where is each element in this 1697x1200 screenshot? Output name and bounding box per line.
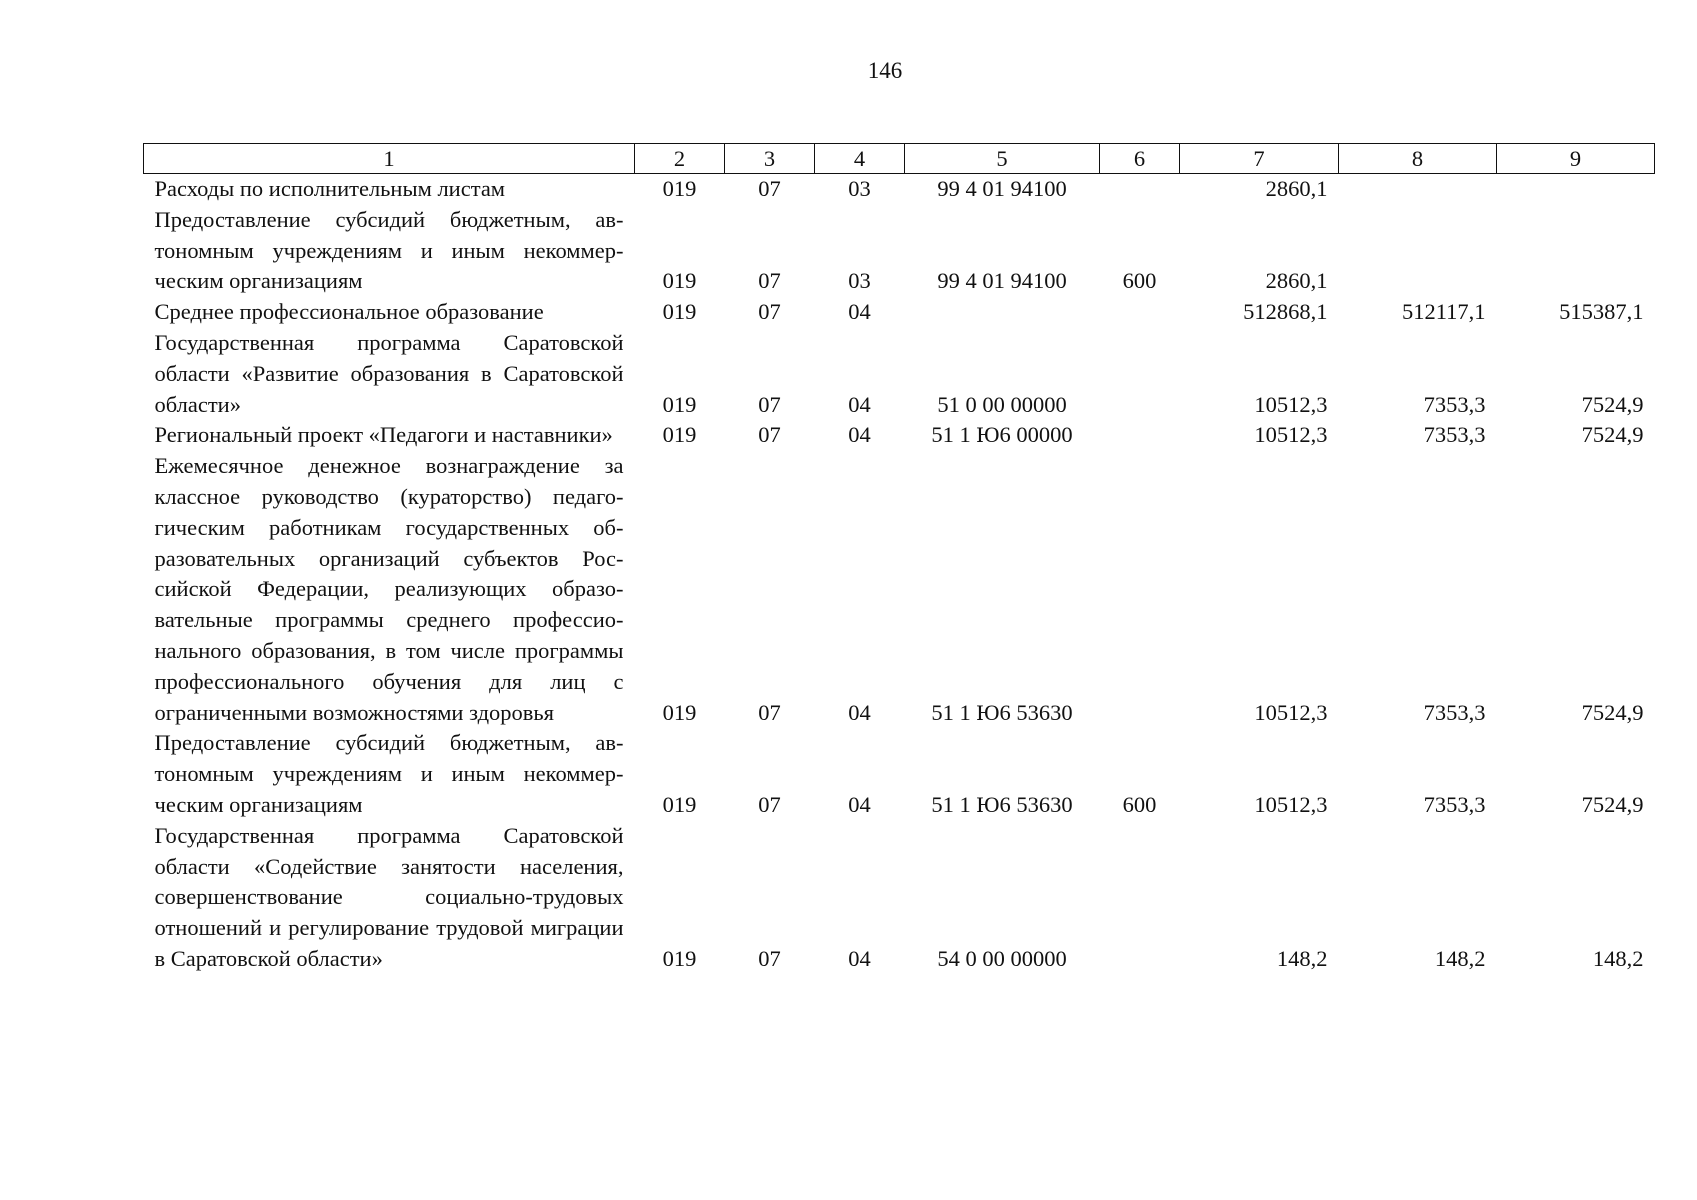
amount-col-8: 7353,3 xyxy=(1423,699,1486,725)
amount-col-7: 2860,1 xyxy=(1265,268,1328,294)
section-code: 07 xyxy=(758,699,781,725)
target-article-code: 51 0 00 00000 xyxy=(937,391,1067,417)
target-article-code: 51 1 Ю6 53630 xyxy=(931,699,1073,725)
target-article-code: 99 4 01 94100 xyxy=(937,268,1067,294)
expense-type-code xyxy=(1100,451,1180,728)
header-col-2: 2 xyxy=(635,144,725,174)
header-col-9: 9 xyxy=(1497,144,1655,174)
header-col-1: 1 xyxy=(144,144,635,174)
amount-col-9: 7524,9 xyxy=(1581,699,1644,725)
amount-col-7: 2860,1 xyxy=(1265,176,1328,201)
target-article-code: 99 4 01 94100 xyxy=(937,176,1067,201)
subsection-code: 03 xyxy=(848,176,871,201)
subsection-code: 04 xyxy=(848,299,871,325)
amount-col-9: 7524,9 xyxy=(1581,422,1644,448)
expense-type-code xyxy=(1100,821,1180,975)
expense-type-code xyxy=(1100,297,1180,328)
header-col-4: 4 xyxy=(815,144,905,174)
amount-col-8: 148,2 xyxy=(1434,945,1486,971)
amount-col-7: 148,2 xyxy=(1276,945,1328,971)
ministry-code: 019 xyxy=(662,945,697,971)
amount-col-7: 10512,3 xyxy=(1254,422,1328,448)
subsection-code: 04 xyxy=(848,422,871,448)
amount-col-9 xyxy=(1497,205,1655,297)
table-row xyxy=(144,328,1655,420)
target-article-code: 51 1 Ю6 53630 xyxy=(931,791,1073,817)
row-name: Ежемесячное денежное вознаграждение за классное руководство (кураторство) педагогическим работникам государственных образовательных организаций субъектов Российской Федерации, реализующих образовательные программы среднего профессионального образования, в том числе программы профессионального обучения для лиц с ограниченными возможностями здоровья xyxy=(154,453,624,725)
row-name: Региональный проект «Педагоги и наставники» xyxy=(154,422,613,448)
row-name: Государственная программа Саратовской области «Развитие образования в Саратовской области» xyxy=(154,329,624,417)
section-code: 07 xyxy=(758,791,781,817)
section-code: 07 xyxy=(758,176,781,201)
row-name: Среднее профессиональное образование xyxy=(154,299,544,325)
amount-col-9: 515387,1 xyxy=(1559,299,1644,325)
amount-col-8: 7353,3 xyxy=(1423,391,1486,417)
subsection-code: 04 xyxy=(848,699,871,725)
header-col-5: 5 xyxy=(905,144,1100,174)
ministry-code: 019 xyxy=(662,268,697,294)
row-name: Предоставление субсидий бюджетным, автономным учреждениям и иным некоммерческим организациям xyxy=(154,730,624,817)
section-code: 07 xyxy=(758,422,781,448)
subsection-code: 03 xyxy=(848,268,871,294)
expense-type-code: 600 xyxy=(1122,791,1157,817)
ministry-code: 019 xyxy=(662,791,697,817)
subsection-code: 04 xyxy=(848,945,871,971)
budget-table xyxy=(143,143,1655,975)
amount-col-8 xyxy=(1339,174,1497,205)
table-row xyxy=(144,821,1655,975)
row-name: Предоставление субсидий бюджетным, автономным учреждениям и иным некоммерческим организациям xyxy=(154,206,624,294)
section-code: 07 xyxy=(758,268,781,294)
header-col-8: 8 xyxy=(1339,144,1497,174)
header-row xyxy=(144,144,1655,174)
expense-type-code xyxy=(1100,420,1180,451)
table-row xyxy=(144,420,1655,451)
expense-type-code xyxy=(1100,174,1180,205)
table-row xyxy=(144,205,1655,297)
table-row xyxy=(144,174,1655,205)
ministry-code: 019 xyxy=(662,176,697,201)
ministry-code: 019 xyxy=(662,422,697,448)
target-article-code xyxy=(905,297,1100,328)
row-name: Государственная программа Саратовской области «Содействие занятости населения, совершенствование социально-трудовых отношений и регулирование трудовой миграции в Саратовской области» xyxy=(154,822,624,971)
row-name: Расходы по исполнительным листам xyxy=(154,176,506,201)
section-code: 07 xyxy=(758,299,781,325)
amount-col-7: 512868,1 xyxy=(1243,299,1328,325)
page-number: 146 xyxy=(867,58,903,83)
ministry-code: 019 xyxy=(662,299,697,325)
amount-col-7: 10512,3 xyxy=(1254,699,1328,725)
table-header xyxy=(144,144,1655,174)
ministry-code: 019 xyxy=(662,391,697,417)
expense-type-code xyxy=(1100,328,1180,420)
amount-col-8: 7353,3 xyxy=(1423,422,1486,448)
amount-col-8: 7353,3 xyxy=(1423,791,1486,817)
section-code: 07 xyxy=(758,391,781,417)
table-body xyxy=(144,174,1655,975)
header-col-7: 7 xyxy=(1180,144,1339,174)
amount-col-7: 10512,3 xyxy=(1254,791,1328,817)
expense-type-code: 600 xyxy=(1122,268,1157,294)
amount-col-7: 10512,3 xyxy=(1254,391,1328,417)
table-row xyxy=(144,728,1655,820)
amount-col-9 xyxy=(1497,174,1655,205)
header-col-3: 3 xyxy=(725,144,815,174)
amount-col-8 xyxy=(1339,205,1497,297)
header-col-6: 6 xyxy=(1100,144,1180,174)
subsection-code: 04 xyxy=(848,391,871,417)
table-row xyxy=(144,451,1655,728)
amount-col-9: 7524,9 xyxy=(1581,791,1644,817)
target-article-code: 51 1 Ю6 00000 xyxy=(931,422,1073,448)
section-code: 07 xyxy=(758,945,781,971)
table-row xyxy=(144,297,1655,328)
amount-col-8: 512117,1 xyxy=(1401,299,1486,325)
subsection-code: 04 xyxy=(848,791,871,817)
amount-col-9: 7524,9 xyxy=(1581,391,1644,417)
ministry-code: 019 xyxy=(662,699,697,725)
target-article-code: 54 0 00 00000 xyxy=(937,945,1067,971)
amount-col-9: 148,2 xyxy=(1592,945,1644,971)
